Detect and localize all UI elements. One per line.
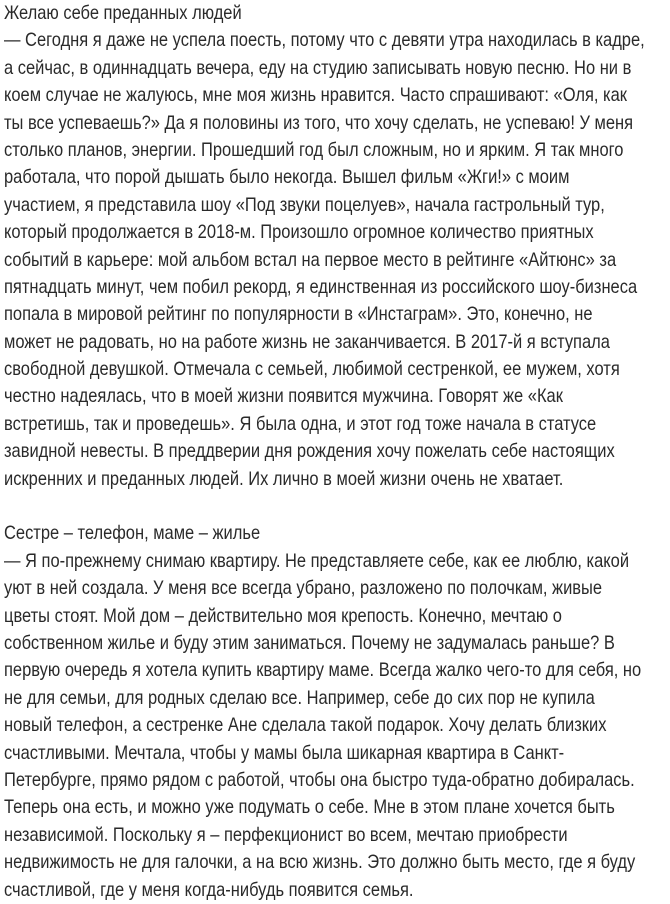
section-1: [4, 0, 670, 493]
paragraph-line: столько планов, энергии. Прошедший год был сложным, но и ярким. Я так много: [4, 138, 624, 161]
paragraph-line: новый телефон, а сестренке Ане сделала такой подарок. Хочу делать близких: [4, 714, 607, 737]
paragraph-line: встретишь, так и проведешь». Я была одна, и этот год тоже начала в статусе: [4, 412, 597, 435]
paragraph-line: работала, что порой дышать было некогда. Вышел фильм «Жги!» с моим: [4, 166, 570, 189]
paragraph-line: а сейчас, в одиннадцать вечера, еду на студию записывать новую песню. Но ни в: [4, 56, 632, 79]
paragraph-line: может не радовать, но на работе жизнь не заканчивается. В 2017-й я вступала: [4, 330, 610, 353]
section-2: [4, 520, 670, 903]
section-heading: Сестре – телефон, маме – жилье: [4, 522, 261, 545]
paragraph-line: счастливой, где у меня когда-нибудь появится семья.: [4, 878, 414, 901]
paragraph-line: коем случае не жалуюсь, мне моя жизнь нравится. Часто спрашивают: «Оля, как: [4, 84, 627, 107]
paragraph-line: честно надеялась, что в моей жизни появится мужчина. Говорят же «Как: [4, 385, 563, 408]
paragraph-line: — Сегодня я даже не успела поесть, потому что с девяти утра находилась в кадре,: [4, 29, 645, 52]
paragraph-line: счастливыми. Мечтала, чтобы у мамы была шикарная квартира в Санкт-: [4, 741, 565, 764]
paragraph-line: недвижимость не для галочки, а на всю жизнь. Это должно быть место, где я буду: [4, 851, 636, 874]
section-heading: Желаю себе преданных людей: [4, 2, 242, 24]
paragraph-line: искренних и преданных людей. Их лично в моей жизни очень не хватает.: [4, 467, 564, 490]
paragraph-line: уют в ней создала. У меня все всегда убрано, разложено по полочкам, живые: [4, 577, 603, 600]
paragraph-line: Теперь она есть, и можно уже подумать о себе. Мне в этом плане хочется быть: [4, 796, 615, 819]
paragraph-line: цветы стоят. Мой дом – действительно моя крепость. Конечно, мечтаю о: [4, 604, 562, 627]
paragraph-line: ты все успеваешь?» Да я половины из того, что хочу сделать, не успеваю! У меня: [4, 111, 634, 134]
paragraph-line: первую очередь я хотела купить квартиру маме. Всегда жалко чего-то для себя, но: [4, 659, 642, 682]
paragraph-line: независимой. Поскольку я – перфекционист во всем, мечтаю приобрести: [4, 823, 568, 846]
paragraph-line: завидной невесты. В преддверии дня рождения хочу пожелать себе настоящих: [4, 440, 615, 463]
paragraph-line: событий в карьере: мой альбом встал на первое место в рейтинге «Айтюнс» за: [4, 248, 617, 271]
paragraph-line: — Я по-прежнему снимаю квартиру. Не представляете себе, как ее люблю, какой: [4, 549, 630, 572]
paragraph-line: который продолжается в 2018-м. Произошло огромное количество приятных: [4, 221, 594, 244]
article-text: [4, 0, 670, 904]
paragraph-line: свободной девушкой. Отмечала с семьей, любимой сестренкой, ее мужем, хотя: [4, 358, 620, 381]
paragraph-line: не для семьи, для родных сделаю все. Например, себе до сих пор не купила: [4, 686, 595, 709]
section-spacer: [4, 493, 670, 520]
paragraph-line: участием, я представила шоу «Под звуки поцелуев», начала гастрольный тур,: [4, 193, 605, 216]
paragraph-line: Петербурге, прямо рядом с работой, чтобы она быстро туда-обратно добиралась.: [4, 768, 635, 791]
paragraph-line: пятнадцать минут, чем побил рекорд, я единственная из российского шоу-бизнеса: [4, 275, 638, 298]
paragraph-line: собственном жилье и буду этим заниматься. Почему не задумалась раньше? В: [4, 631, 615, 654]
paragraph-line: попала в мировой рейтинг по популярности в «Инстаграм». Это, конечно, не: [4, 303, 593, 326]
